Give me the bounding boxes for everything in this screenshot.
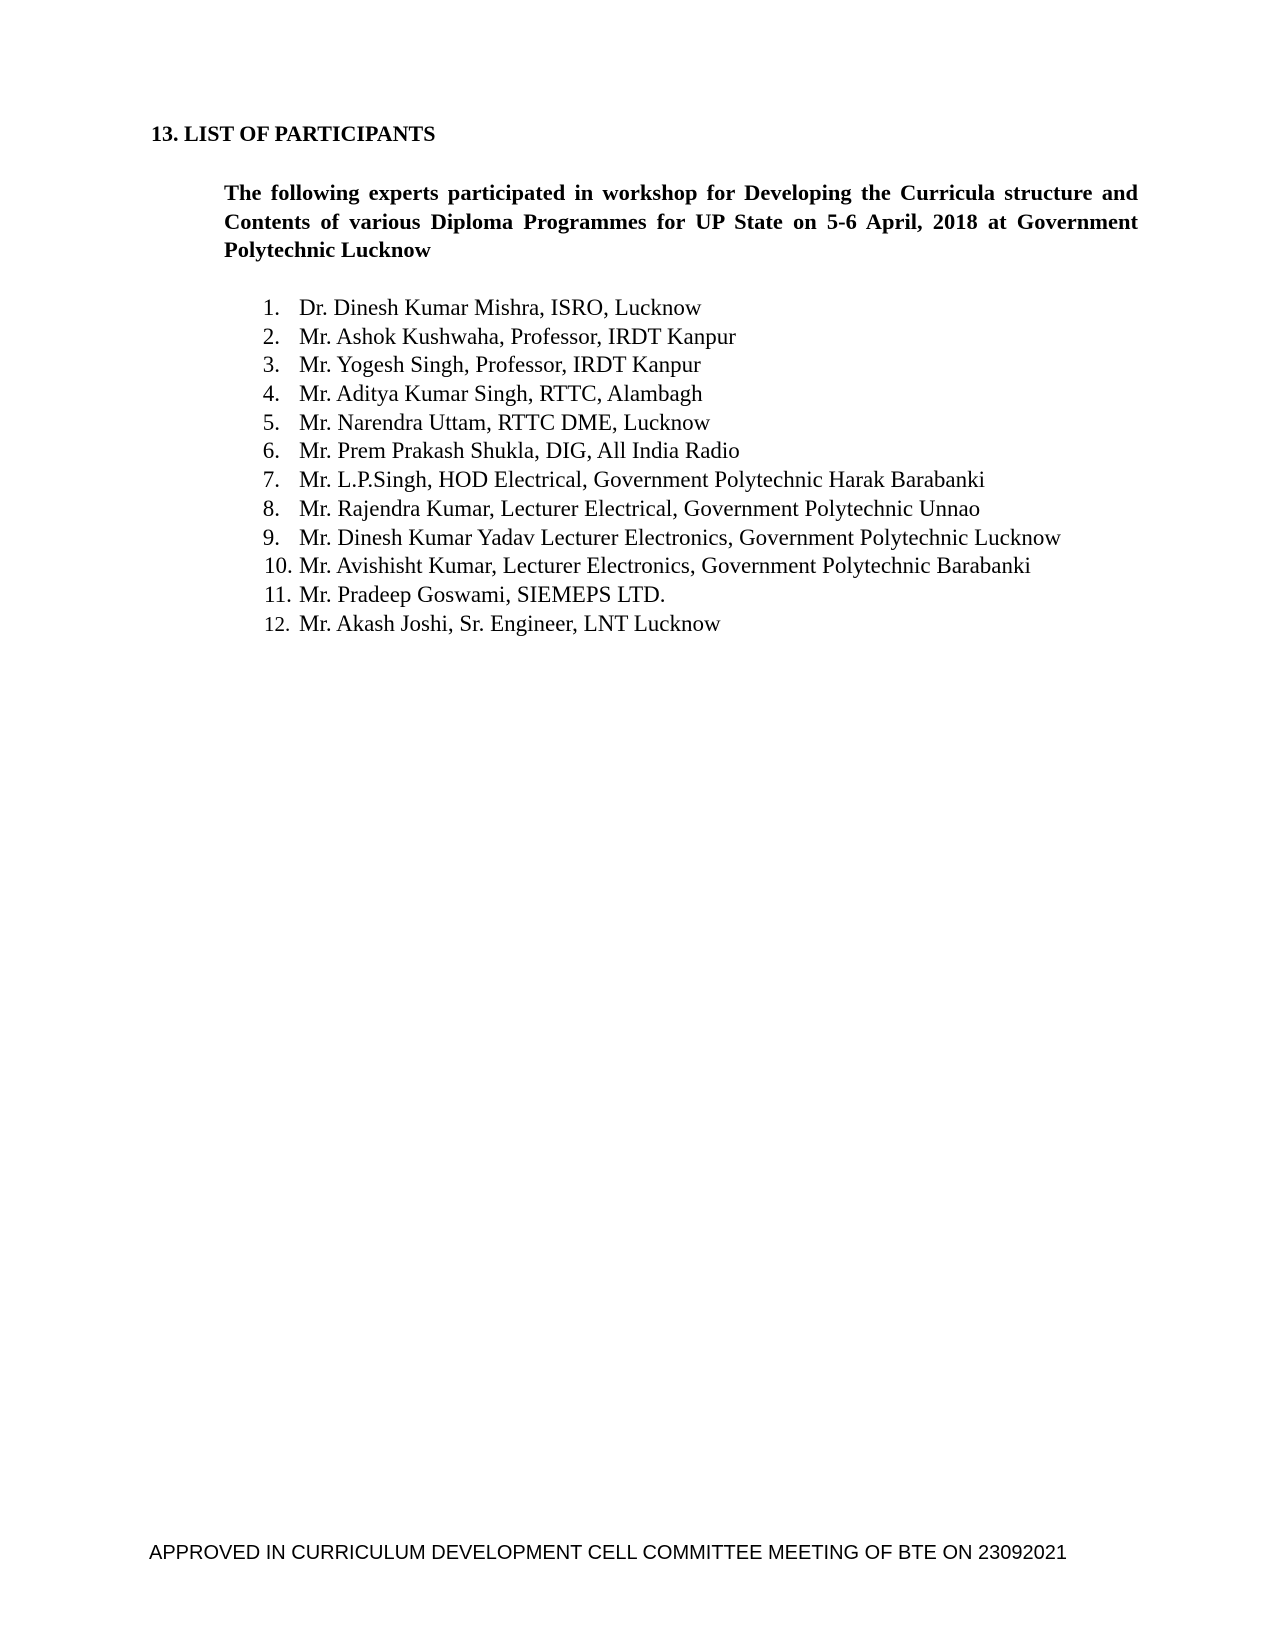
list-item-text: Mr. Dinesh Kumar Yadav Lecturer Electronics, Government Polytechnic Lucknow [299, 524, 1061, 550]
list-item-number: 12. [264, 611, 291, 636]
list-item [250, 437, 1061, 466]
list-item-number: 7. [262, 467, 280, 493]
list-item-text: Mr. Akash Joshi, Sr. Engineer, LNT Lucknow [299, 610, 721, 636]
list-item [250, 495, 1061, 524]
intro-paragraph: The following experts participated in workshop for Developing the Curricula structure and Contents of various Diploma Programmes for UP State on 5-6 April, 2018 at Government Polytechnic Lucknow [224, 180, 1138, 262]
participant-list [250, 294, 1061, 638]
list-item [250, 552, 1061, 581]
list-item-number: 9. [262, 524, 280, 550]
list-item [250, 409, 1061, 438]
section-heading: 13. LIST OF PARTICIPANTS [151, 121, 436, 146]
list-item-text: Mr. Prem Prakash Shukla, DIG, All India Radio [299, 438, 740, 464]
list-item-number: 2. [262, 323, 280, 349]
list-item-text: Mr. Avishisht Kumar, Lecturer Electronics, Government Polytechnic Barabanki [299, 553, 1031, 579]
list-item [250, 610, 1061, 639]
list-item-number: 10. [264, 553, 293, 579]
list-item-number: 3. [262, 352, 280, 378]
list-item-text: Mr. Pradeep Goswami, SIEMEPS LTD. [299, 581, 666, 607]
list-item-text: Mr. Yogesh Singh, Professor, IRDT Kanpur [299, 352, 701, 378]
list-item-number: 4. [262, 381, 280, 407]
list-item-text: Mr. L.P.Singh, HOD Electrical, Government Polytechnic Harak Barabanki [299, 467, 986, 493]
list-item [250, 524, 1061, 553]
list-item-text: Mr. Ashok Kushwaha, Professor, IRDT Kanpur [299, 323, 736, 349]
list-item-number: 11. [264, 581, 292, 607]
list-item-text: Dr. Dinesh Kumar Mishra, ISRO, Lucknow [299, 295, 702, 320]
list-item [250, 581, 1061, 610]
list-item-number: 6. [262, 438, 280, 464]
list-item-text: Mr. Aditya Kumar Singh, RTTC, Alambagh [299, 381, 703, 407]
list-item-text: Mr. Rajendra Kumar, Lecturer Electrical, Government Polytechnic Unnao [299, 495, 981, 521]
list-item [250, 380, 1061, 409]
list-item-number: 5. [262, 409, 280, 435]
list-item-text: Mr. Narendra Uttam, RTTC DME, Lucknow [299, 409, 711, 435]
list-item-number: 1. [262, 295, 280, 320]
list-item [250, 323, 1061, 352]
approval-footer: APPROVED IN CURRICULUM DEVELOPMENT CELL COMMITTEE MEETING OF BTE ON 23092021 [149, 1542, 1067, 1564]
list-item [250, 351, 1061, 380]
list-item [250, 294, 1061, 323]
list-item [250, 466, 1061, 495]
list-item-number: 8. [262, 495, 280, 521]
